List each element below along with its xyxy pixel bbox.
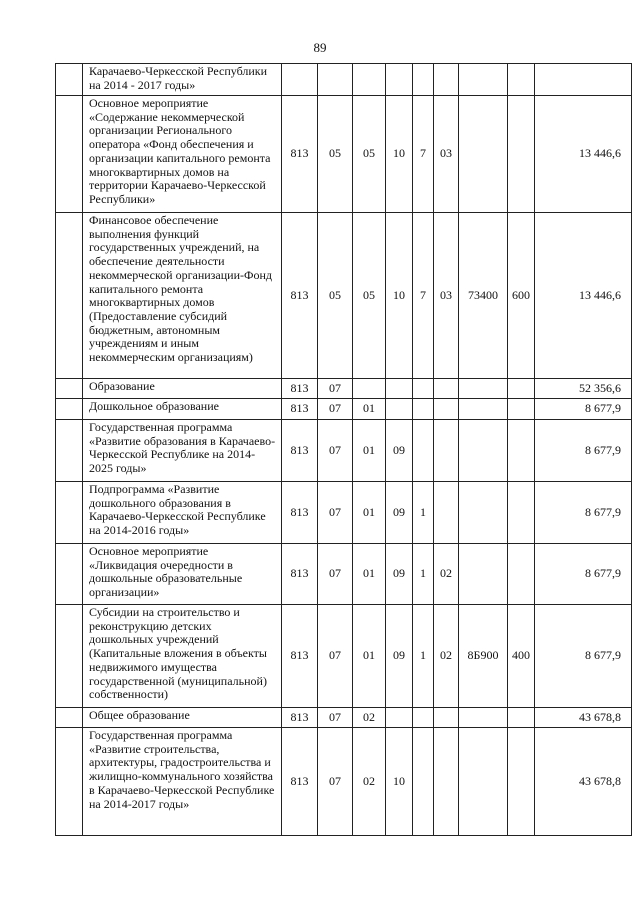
code-cell: 07 — [318, 482, 353, 544]
code-cell: 07 — [318, 605, 353, 708]
item-name-cell: Подпрограмма «Развитие дошкольного образования в Карачаево-Черкесской Республике на 2014-2016 годы» — [83, 482, 282, 544]
code-cell: 813 — [282, 213, 318, 379]
code-cell: 07 — [318, 379, 353, 399]
code-cell: 09 — [386, 420, 413, 482]
code-cell: 05 — [318, 96, 353, 213]
code-cell — [413, 399, 434, 420]
code-cell: 01 — [353, 420, 386, 482]
table-row — [56, 379, 632, 399]
code-cell: 10 — [386, 96, 413, 213]
table-row — [56, 399, 632, 420]
item-name-cell: Основное мероприятие «Ликвидация очередности в дошкольные образовательные организации» — [83, 544, 282, 605]
code-cell: 813 — [282, 728, 318, 836]
code-cell — [434, 379, 459, 399]
row-index-cell — [56, 213, 83, 379]
table-row — [56, 482, 632, 544]
code-cell: 01 — [353, 482, 386, 544]
code-cell — [434, 728, 459, 836]
code-cell — [459, 482, 508, 544]
amount-cell: 8 677,9 — [535, 482, 632, 544]
code-cell: 01 — [353, 605, 386, 708]
row-index-cell — [56, 482, 83, 544]
code-cell — [318, 64, 353, 96]
code-cell — [353, 64, 386, 96]
code-cell: 813 — [282, 605, 318, 708]
code-cell — [508, 482, 535, 544]
item-name-cell: Образование — [83, 379, 282, 399]
code-cell: 600 — [508, 213, 535, 379]
code-cell: 01 — [353, 399, 386, 420]
code-cell: 05 — [353, 96, 386, 213]
code-cell — [386, 399, 413, 420]
code-cell — [413, 379, 434, 399]
code-cell: 813 — [282, 379, 318, 399]
amount-cell: 43 678,8 — [535, 708, 632, 728]
row-index-cell — [56, 728, 83, 836]
code-cell — [508, 544, 535, 605]
code-cell — [413, 420, 434, 482]
code-cell: 05 — [318, 213, 353, 379]
code-cell: 73400 — [459, 213, 508, 379]
budget-table — [55, 63, 632, 836]
code-cell — [459, 379, 508, 399]
code-cell — [508, 379, 535, 399]
code-cell — [353, 379, 386, 399]
code-cell — [508, 64, 535, 96]
code-cell — [386, 64, 413, 96]
amount-cell: 52 356,6 — [535, 379, 632, 399]
code-cell: 05 — [353, 213, 386, 379]
table-row — [56, 605, 632, 708]
code-cell — [508, 728, 535, 836]
code-cell — [434, 420, 459, 482]
table-row — [56, 544, 632, 605]
row-index-cell — [56, 420, 83, 482]
code-cell — [413, 708, 434, 728]
code-cell — [508, 399, 535, 420]
code-cell — [282, 64, 318, 96]
table-row — [56, 420, 632, 482]
code-cell — [459, 708, 508, 728]
table-row — [56, 213, 632, 379]
table-row — [56, 728, 632, 836]
code-cell: 02 — [434, 605, 459, 708]
code-cell: 09 — [386, 605, 413, 708]
code-cell — [459, 399, 508, 420]
code-cell: 813 — [282, 708, 318, 728]
amount-cell: 13 446,6 — [535, 213, 632, 379]
code-cell — [386, 379, 413, 399]
row-index-cell — [56, 96, 83, 213]
item-name-cell: Финансовое обеспечение выполнения функций государственных учреждений, на обеспечение деятельности некоммерческой организации-Фонд капитального ремонта многоквартирных домов (Предоставление субсидий бюджетным, автономным учреждениям и иным некоммерческим организациям) — [83, 213, 282, 379]
item-name-cell: Общее образование — [83, 708, 282, 728]
code-cell: 07 — [318, 399, 353, 420]
amount-cell: 8 677,9 — [535, 399, 632, 420]
code-cell — [434, 64, 459, 96]
row-index-cell — [56, 544, 83, 605]
code-cell: 1 — [413, 605, 434, 708]
code-cell: 1 — [413, 482, 434, 544]
amount-cell: 8 677,9 — [535, 544, 632, 605]
code-cell: 813 — [282, 399, 318, 420]
table-row — [56, 708, 632, 728]
code-cell — [459, 96, 508, 213]
code-cell — [459, 544, 508, 605]
code-cell — [413, 64, 434, 96]
row-index-cell — [56, 379, 83, 399]
code-cell: 813 — [282, 482, 318, 544]
code-cell: 03 — [434, 213, 459, 379]
code-cell: 7 — [413, 96, 434, 213]
code-cell: 09 — [386, 482, 413, 544]
code-cell: 07 — [318, 544, 353, 605]
code-cell: 02 — [353, 708, 386, 728]
code-cell — [459, 420, 508, 482]
code-cell: 07 — [318, 708, 353, 728]
code-cell: 07 — [318, 728, 353, 836]
code-cell: 02 — [434, 544, 459, 605]
code-cell: 02 — [353, 728, 386, 836]
table-row — [56, 96, 632, 213]
code-cell — [508, 420, 535, 482]
code-cell — [508, 708, 535, 728]
code-cell: 10 — [386, 213, 413, 379]
page-number: 89 — [313, 40, 327, 55]
item-name-cell: Субсидии на строительство и реконструкцию детских дошкольных учреждений (Капитальные вложения в объекты недвижимого имущества государственной (муниципальной) собственности) — [83, 605, 282, 708]
code-cell: 10 — [386, 728, 413, 836]
code-cell — [508, 96, 535, 213]
code-cell: 813 — [282, 420, 318, 482]
code-cell — [386, 708, 413, 728]
row-index-cell — [56, 605, 83, 708]
code-cell: 07 — [318, 420, 353, 482]
amount-cell — [535, 64, 632, 96]
amount-cell: 8 677,9 — [535, 605, 632, 708]
code-cell: 1 — [413, 544, 434, 605]
code-cell: 7 — [413, 213, 434, 379]
code-cell: 03 — [434, 96, 459, 213]
amount-cell: 8 677,9 — [535, 420, 632, 482]
code-cell — [434, 399, 459, 420]
table-row — [56, 64, 632, 96]
code-cell: 01 — [353, 544, 386, 605]
row-index-cell — [56, 399, 83, 420]
code-cell — [459, 64, 508, 96]
row-index-cell — [56, 64, 83, 96]
amount-cell: 43 678,8 — [535, 728, 632, 836]
code-cell — [413, 728, 434, 836]
code-cell: 09 — [386, 544, 413, 605]
code-cell: 400 — [508, 605, 535, 708]
code-cell: 8Б900 — [459, 605, 508, 708]
amount-cell: 13 446,6 — [535, 96, 632, 213]
code-cell — [434, 482, 459, 544]
item-name-cell: Карачаево-Черкесской Республики на 2014 - 2017 годы» — [83, 64, 282, 96]
item-name-cell: Государственная программа «Развитие образования в Карачаево-Черкесской Республике на 2014-2025 годы» — [83, 420, 282, 482]
row-index-cell — [56, 708, 83, 728]
code-cell: 813 — [282, 96, 318, 213]
item-name-cell: Государственная программа «Развитие строительства, архитектуры, градостроительства и жилищно-коммунального хозяйства в Карачаево-Черкесской Республике на 2014-2017 годы» — [83, 728, 282, 836]
code-cell: 813 — [282, 544, 318, 605]
item-name-cell: Основное мероприятие «Содержание некоммерческой организации Регионального оператора «Фонд обеспечения и организации капитального ремонта многоквартирных домов на территории Карачаево-Черкесской Республики» — [83, 96, 282, 213]
code-cell — [459, 728, 508, 836]
item-name-cell: Дошкольное образование — [83, 399, 282, 420]
code-cell — [434, 708, 459, 728]
